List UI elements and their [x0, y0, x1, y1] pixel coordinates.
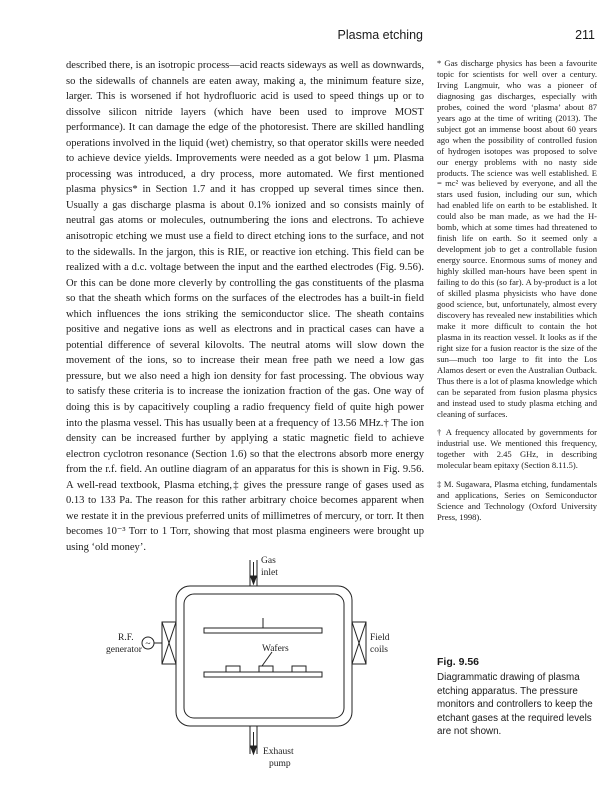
- figure-caption: [437, 656, 597, 738]
- footnote-gas-discharge: * Gas discharge physics has been a favourite topic for scientists for well over a century. Irving Langmuir, who was a pioneer of diagnosing gas discharges, especially with probes, coined the word ‘plasma’ about 87 years ago at the time of writing (2013). The subject got an immense boost about 60 years ago when the possibility of controlled fusion of hydrogen isotopes was proposed to solve our energy problems with no nasty side products. The science was well established. E = mc² was believed by everyone, and all the stars used fusion, including our sun, which had enabled life on earth to be established. It could also be man made, as we had the H-bomb, which at some times had threatened to finish life on earth. So it seemed only a development job to get a controllable fusion energy source. Enormous sums of money and highly skilled man-hours have been spent in failing to do this (so far). A by-product is a lot of skilled plasma physicists who have done good science, but, unfortunately, almost every discovery has revealed new instabilities which make it more difficult to contain the hot plasma in its reaction vessel. It looks as if the right size for a fusion reactor is the size of the sun—much too large to fit into the Los Alamos desert or even the Australian Outback. Thus there is a lot of plasma knowledge which can be separated from fusion plasma physics and instead used to study plasma etching and cleaning of surfaces.: [437, 58, 597, 419]
- vessel-inner-wall: [184, 594, 344, 718]
- footnote-reference: ‡ M. Sugawara, Plasma etching, fundamentals and applications, Series on Semiconductor Science and Technology (Oxford University Press, 1998).: [437, 479, 597, 523]
- wafer-2: [259, 666, 273, 672]
- upper-electrode: [204, 628, 322, 633]
- wafers-leader: [262, 652, 272, 666]
- plasma-apparatus-diagram: [66, 548, 426, 788]
- exhaust-label-2: pump: [269, 759, 291, 769]
- exhaust-arrowhead: [251, 746, 257, 754]
- page-number: 211: [575, 28, 595, 42]
- figure-label: Fig. 9.56: [437, 656, 480, 668]
- lower-electrode: [204, 672, 322, 677]
- figure-diagram: [66, 548, 426, 788]
- field-coils-label-2: coils: [370, 645, 388, 655]
- running-title: Plasma etching: [337, 28, 423, 42]
- vessel-outer-wall: [176, 586, 352, 726]
- gas-inlet-label-2: inlet: [261, 568, 278, 578]
- rf-label-1: R.F.: [118, 633, 134, 643]
- main-body-text: [66, 58, 424, 556]
- exhaust-label-1: Exhaust: [263, 747, 294, 757]
- gas-inlet-arrowhead: [251, 576, 257, 584]
- rf-source-symbol: ~: [145, 639, 151, 650]
- field-coils-label-1: Field: [370, 633, 390, 643]
- wafer-3: [292, 666, 306, 672]
- wafer-1: [226, 666, 240, 672]
- page-header: [0, 28, 615, 48]
- body-paragraph: described there, is an isotropic process—acid reacts sideways as well as downwards, so the sidewalls of channels are eaten away, making a, the minimum feature size, larger. This is worsened if hot hydrofluoric acid is used to speed things up or to dissolve silicon nitride layers (which have been used to improve MOST performance). It can damage the edge of the photoresist. There are skilled handling operations involved in the liquid (wet) chemistry, so that operator skills were needed to achieve device yields. Improvements were needed as a got below 1 µm. Plasma processing was introduced, a dry process, more automated. We first mentioned plasma physics* in Section 1.7 and it has cropped up several times since then. Usually a gas discharge plasma is about 0.1% ionized and so consists mainly of neutral gas atoms or molecules, outnumbering the ions and electrons. To achieve anisotropic etching we must use a field to direct etching ions to the surface, and not to the sidewalls. In the jargon, this is RIE, or reactive ion etching. This field can be realized with a d.c. voltage between the input and the earthed electrodes (Fig. 9.56). Or this can be done more cleverly by controlling the gas constituents of the plasma so that the sheath which forms on the surfaces of the electrodes has a built-in field which influences the ions striking the semiconductor slice. The sheath contains positive and negative ions as well as electrons and in practical cases can have a potential difference of several kilovolts. The neutral atoms will slow down the movement of the ions, so to increase their mean free path we need a low gas pressure, but we also need a high ion density for fast processing. The obvious way to satisfy these criteria is to increase the ionization fraction of the gas. One way of doing this is by capacitively coupling a radio frequency field of quite high power into the plasma vessel. This has usually been at a frequency of 13.56 MHz.† The ion density can be increased further by applying a static magnetic field to achieve electron cyclotron resonance (Section 1.6) so that the electrons absorb more energy from the r.f. field. An outline diagram of an apparatus for this is shown in Fig. 9.56. A well-read textbook, Plasma etching,‡ gives the pressure range of gases used as 0.13 to 133 Pa. The reason for this rather arbitrary choice becomes apparent when we restate it in the previous preferred units of millimetres of mercury, or torr. It then becomes 10⁻³ Torr to 1 Torr, showing that most plasma engineers were brought up using ‘old money’.: [66, 60, 424, 553]
- figure-caption-text: Diagrammatic drawing of plasma etching apparatus. The pressure monitors and controllers to keep the etchant gases at the required levels are not shown.: [437, 672, 593, 738]
- margin-notes: [437, 58, 597, 531]
- rf-label-2: generator: [106, 645, 142, 655]
- gas-inlet-label-1: Gas: [261, 556, 276, 566]
- footnote-frequency: † A frequency allocated by governments for industrial use. We mentioned this frequency, together with 2.45 GHz, in describing molecular beam epitaxy (Section 8.11.5).: [437, 427, 597, 471]
- wafers-label: Wafers: [262, 644, 289, 654]
